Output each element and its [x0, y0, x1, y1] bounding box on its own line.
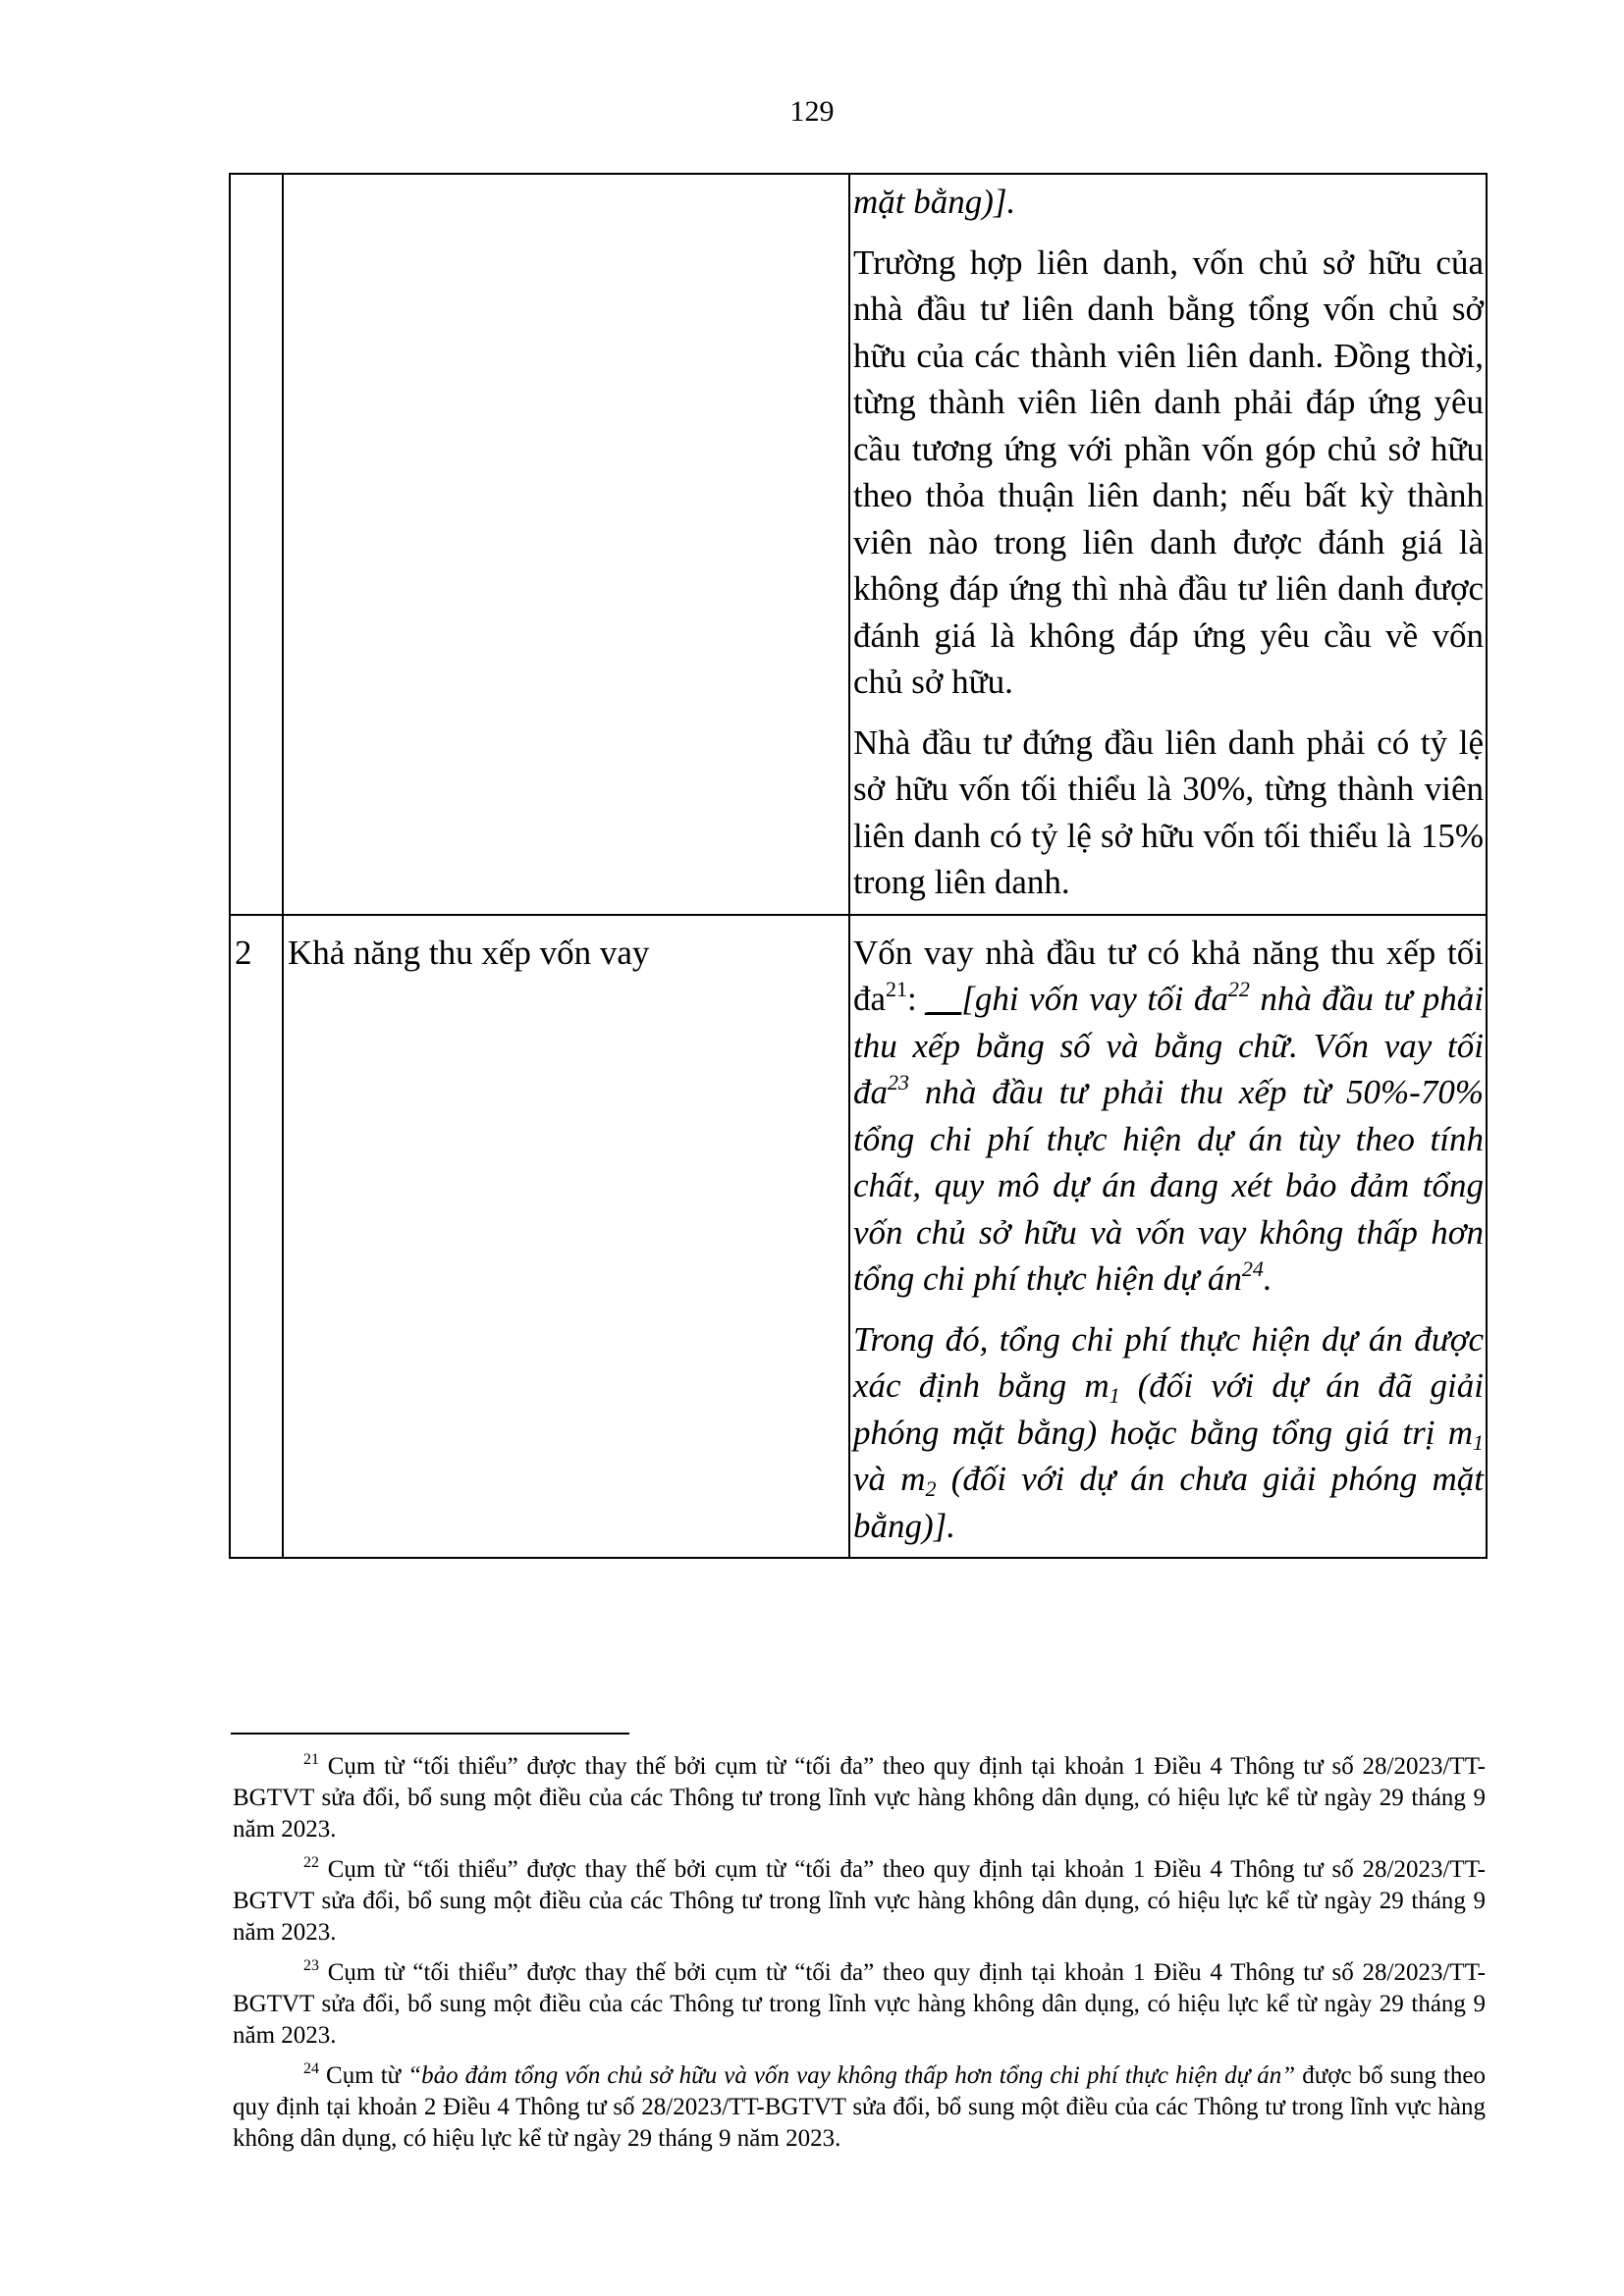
- footnote-number: 24: [303, 2060, 319, 2077]
- requirement-paragraph: mặt bằng)].: [853, 183, 1016, 221]
- text-run: nhà đầu tư phải thu xếp từ 50%-70% tổng chi phí thực hiện dự án tùy theo tính chất, quy mô dự án đang xét bảo đảm tổng vốn chủ sở hữu và vốn vay không thấp hơn tổng chi phí thực hiện dự án: [853, 1073, 1484, 1298]
- criterion-cell: [283, 174, 849, 915]
- footnote-ref: 21: [886, 977, 908, 1001]
- footnote-text: Cụm từ “tối thiểu” được thay thế bởi cụm từ “tối đa” theo quy định tại khoản 1 Điều 4 Thông tư số 28/2023/TT-BGTVT sửa đổi, bổ sung một điều của các Thông tư trong lĩnh vực hàng không dân dụng, có hiệu lực kể từ ngày 29 tháng 9 năm 2023.: [233, 1959, 1486, 2049]
- row-number-cell: [230, 915, 283, 1559]
- text-run: (đối với dự án đã giải phóng mặt bằng) hoặc bằng tổng giá trị m: [853, 1366, 1484, 1452]
- text-run: [ghi vốn vay tối đa: [961, 980, 1228, 1018]
- table-row: [230, 915, 1487, 1559]
- table-row: [230, 174, 1487, 915]
- footnote: [233, 1854, 1486, 1949]
- subscript: 2: [925, 1476, 937, 1501]
- requirement-paragraph: [853, 930, 1484, 1303]
- text-run: và m: [853, 1460, 926, 1498]
- text-run: nhà đầu tư phải thu xếp bằng số và bằng chữ. Vốn vay tối đa: [853, 980, 1484, 1111]
- text-run: (đối với dự án chưa giải phóng mặt bằng)].: [853, 1460, 1484, 1545]
- footnote: [233, 1751, 1486, 1845]
- footnote-separator: [231, 1733, 629, 1735]
- footnote: [233, 1957, 1486, 2052]
- requirement-paragraph: [853, 1316, 1484, 1550]
- criterion-cell: [283, 915, 849, 1559]
- footnote: [233, 2060, 1486, 2155]
- criterion-label: Khả năng thu xếp vốn vay: [288, 933, 650, 972]
- evaluation-table: [229, 173, 1488, 1559]
- subscript: 1: [1109, 1383, 1120, 1408]
- text-run: .: [1263, 1259, 1272, 1298]
- footnote-text: Cụm từ: [319, 2062, 408, 2089]
- text-run: :: [907, 980, 928, 1018]
- footnote-ref: 23: [888, 1070, 909, 1095]
- row-number: [231, 175, 282, 188]
- footnote-text: Cụm từ “tối thiểu” được thay thế bởi cụm từ “tối đa” theo quy định tại khoản 1 Điều 4 Thông tư số 28/2023/TT-BGTVT sửa đổi, bổ sung một điều của các Thông tư trong lĩnh vực hàng không dân dụng, có hiệu lực kể từ ngày 29 tháng 9 năm 2023.: [233, 1856, 1486, 1946]
- footnote-text: được bổ sung theo quy định tại khoản 2 Điều 4 Thông tư số 28/2023/TT-BGTVT sửa đổi, bổ sung một điều của các Thông tư trong lĩnh vực hàng không dân dụng, có hiệu lực kể từ ngày 29 tháng 9 năm 2023.: [233, 2062, 1487, 2152]
- requirement-cell: [849, 174, 1487, 915]
- footnote-ref: 24: [1241, 1256, 1264, 1281]
- footnote-ref: 22: [1227, 977, 1250, 1001]
- subscript: 1: [1473, 1429, 1484, 1455]
- page-number: 129: [789, 95, 835, 128]
- footnote-number: 22: [303, 1854, 319, 1871]
- requirement-cell: [849, 915, 1487, 1559]
- footnote-number: 23: [303, 1957, 319, 1974]
- text-run: Trong đó, tổng chi phí thực hiện dự án được xác định bằng m: [853, 1319, 1484, 1405]
- footnotes: [233, 1751, 1486, 2163]
- footnote-number: 21: [303, 1751, 319, 1768]
- requirement-paragraph: Trường hợp liên danh, vốn chủ sở hữu của nhà đầu tư liên danh bằng tổng vốn chủ sở hữu của các thành viên liên danh. Đồng thời, từng thành viên liên danh phải đáp ứng yêu cầu tương ứng với phần vốn góp chủ sở hữu theo thỏa thuận liên danh; nếu bất kỳ thành viên nào trong liên danh được đánh giá là không đáp ứng thì nhà đầu tư liên danh được đánh giá là không đáp ứng yêu cầu về vốn chủ sở hữu.: [853, 242, 1484, 701]
- footnote-quote: “bảo đảm tổng vốn chủ sở hữu và vốn vay không thấp hơn tổng chi phí thực hiện dự án”: [407, 2062, 1296, 2089]
- row-number: 2: [235, 933, 252, 972]
- requirement-paragraph: Nhà đầu tư đứng đầu liên danh phải có tỷ lệ sở hữu vốn tối thiểu là 30%, từng thành viên liên danh có tỷ lệ sở hữu vốn tối thiểu là 15% trong liên danh.: [853, 722, 1484, 901]
- blank-field: __: [927, 980, 962, 1018]
- text-run: Vốn vay nhà đầu tư có khả năng thu xếp tối đa: [853, 933, 1484, 1018]
- criterion-label: [284, 175, 848, 188]
- footnote-text: Cụm từ “tối thiểu” được thay thế bởi cụm từ “tối đa” theo quy định tại khoản 1 Điều 4 Thông tư số 28/2023/TT-BGTVT sửa đổi, bổ sung một điều của các Thông tư trong lĩnh vực hàng không dân dụng, có hiệu lực kể từ ngày 29 tháng 9 năm 2023.: [233, 1753, 1486, 1842]
- row-number-cell: [230, 174, 283, 915]
